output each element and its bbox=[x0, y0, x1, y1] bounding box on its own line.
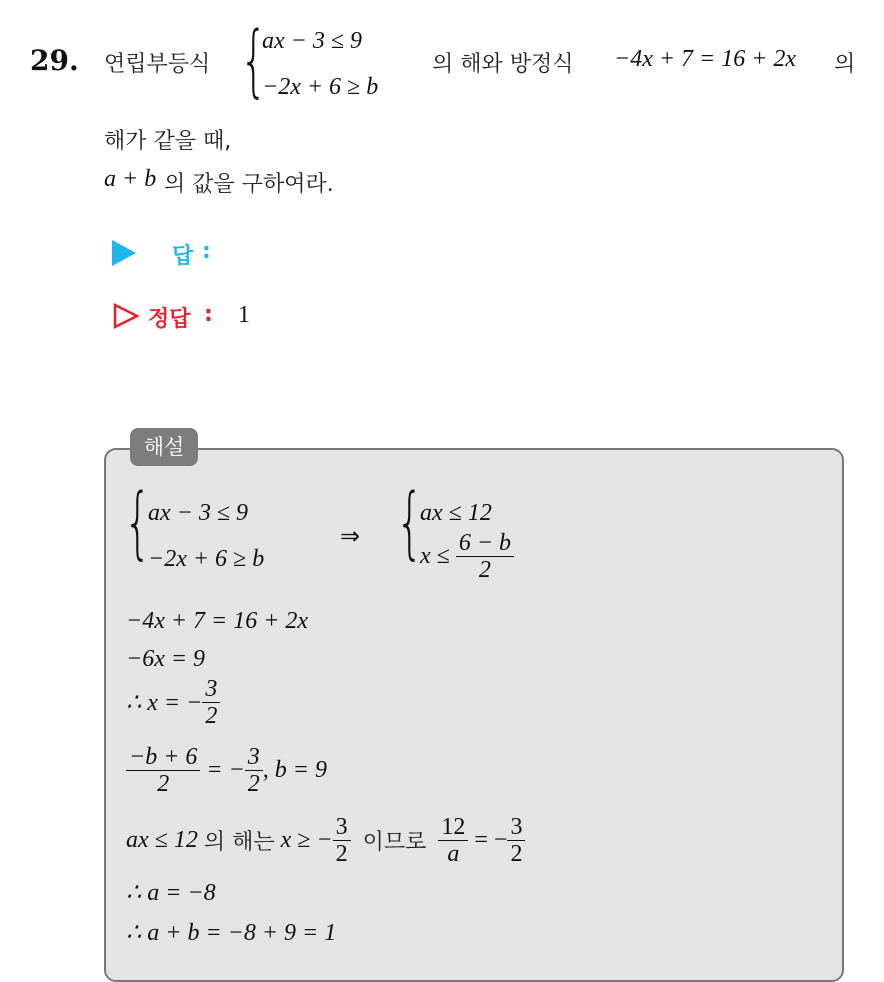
problem-mid2-text: 의 bbox=[834, 52, 856, 77]
solution-tag: 해설 bbox=[130, 428, 198, 466]
solution-sys-right-2-fraction bbox=[456, 530, 514, 583]
fraction-numerator: 12 bbox=[438, 814, 468, 841]
problem-number: 29. bbox=[30, 44, 79, 77]
solution-sys-right-2 bbox=[420, 530, 514, 583]
solution-step-5-text-2: 이므로 bbox=[362, 830, 427, 855]
system-brace: { bbox=[240, 16, 268, 106]
system-line-1: ax − 3 ≤ 9 bbox=[262, 28, 363, 54]
fraction-numerator: 3 bbox=[507, 814, 525, 841]
answer-label: 답 bbox=[172, 244, 194, 269]
fraction-numerator: −b + 6 bbox=[126, 744, 200, 771]
solution-sys-left-2: −2x + 6 ≥ b bbox=[148, 546, 265, 572]
correct-arrow-icon bbox=[112, 302, 140, 334]
fraction-denominator: 2 bbox=[247, 771, 260, 797]
solution-step-2: −6x = 9 bbox=[126, 646, 206, 672]
solution-step-5-fraction-1 bbox=[333, 814, 351, 867]
correct-answer-colon: : bbox=[204, 302, 213, 327]
answer-colon: : bbox=[202, 239, 211, 264]
solution-step-3-prefix: ∴ x = − bbox=[126, 690, 203, 716]
correct-answer-label: 정답 bbox=[148, 307, 191, 332]
solution-step-5-text-1: 의 해는 bbox=[203, 830, 275, 855]
solution-step-3-fraction bbox=[202, 676, 220, 729]
solution-step-5-fraction-3 bbox=[507, 814, 525, 867]
solution-right-brace: { bbox=[396, 478, 424, 568]
fraction-numerator: 6 − b bbox=[456, 530, 514, 557]
fraction-numerator: 3 bbox=[333, 814, 351, 841]
solution-sys-left-1: ax − 3 ≤ 9 bbox=[148, 500, 249, 526]
problem-equation: −4x + 7 = 16 + 2x bbox=[614, 46, 797, 72]
solution-step-3 bbox=[126, 676, 220, 729]
solution-step-7: ∴ a + b = −8 + 9 = 1 bbox=[126, 920, 337, 946]
solution-sys-right-2-prefix: x ≤ bbox=[420, 543, 450, 569]
solution-step-4-fraction-1 bbox=[126, 744, 200, 797]
problem-lead-text: 연립부등식 bbox=[104, 52, 211, 77]
answer-arrow-icon bbox=[112, 240, 136, 266]
solution-left-brace: { bbox=[124, 478, 152, 568]
solution-step-5 bbox=[126, 814, 525, 867]
system-line-2: −2x + 6 ≥ b bbox=[262, 74, 379, 100]
solution-arrow: ⇒ bbox=[340, 524, 361, 550]
fraction-denominator: 2 bbox=[157, 771, 170, 797]
problem-line-3-math: a + b bbox=[104, 166, 157, 192]
solution-step-5-math-2: x ≥ − bbox=[280, 827, 333, 853]
solution-step-5-math-1: ax ≤ 12 bbox=[126, 827, 198, 853]
fraction-numerator: 3 bbox=[245, 744, 263, 771]
correct-answer-value: 1 bbox=[238, 302, 250, 328]
solution-step-4-eq: = − bbox=[206, 757, 245, 783]
solution-step-5-fraction-2 bbox=[438, 814, 468, 867]
fraction-denominator: 2 bbox=[478, 557, 491, 583]
problem-line-2: 해가 같을 때, bbox=[104, 129, 232, 154]
problem-line-3-text: 의 값을 구하여라. bbox=[164, 172, 334, 197]
solution-sys-right-1: ax ≤ 12 bbox=[420, 500, 492, 526]
solution-step-5-eq: = − bbox=[474, 827, 508, 853]
solution-step-4 bbox=[126, 744, 327, 797]
solution-step-6: ∴ a = −8 bbox=[126, 880, 216, 906]
fraction-denominator: 2 bbox=[510, 841, 523, 867]
solution-step-1: −4x + 7 = 16 + 2x bbox=[126, 608, 309, 634]
fraction-numerator: 3 bbox=[202, 676, 220, 703]
fraction-denominator: a bbox=[447, 841, 460, 867]
fraction-denominator: 2 bbox=[205, 703, 218, 729]
problem-mid-text: 의 해와 방정식 bbox=[432, 52, 574, 77]
fraction-denominator: 2 bbox=[335, 841, 348, 867]
solution-step-4-fraction-2 bbox=[245, 744, 263, 797]
solution-step-4-tail: , b = 9 bbox=[262, 757, 327, 783]
